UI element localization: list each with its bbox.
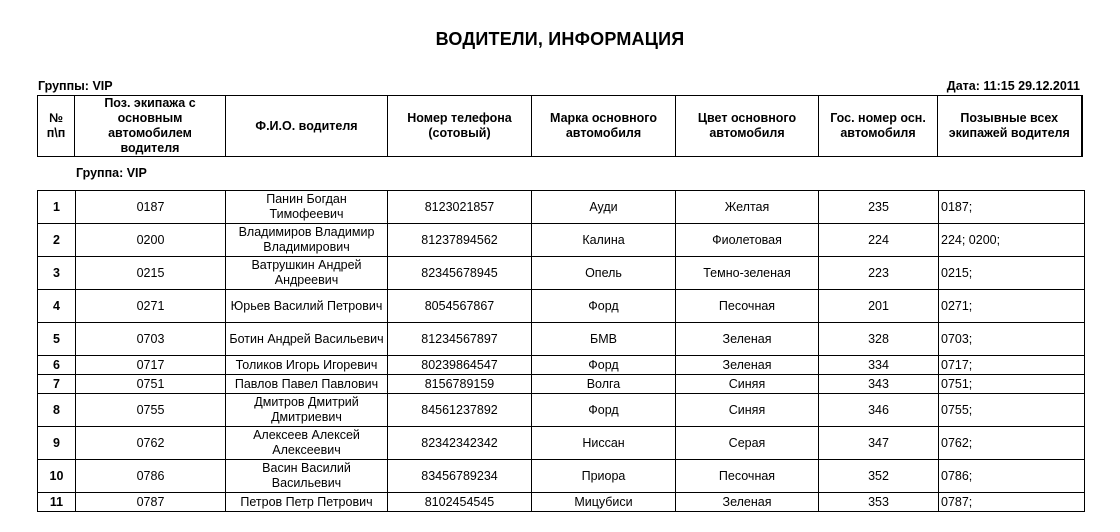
driver-name: Дмитров Дмитрий Дмитриевич bbox=[226, 394, 388, 427]
column-header-position: Поз. экипажа с основным автомобилем водителя bbox=[75, 96, 226, 157]
car-brand: Форд bbox=[532, 394, 676, 427]
car-brand: Мицубиси bbox=[532, 493, 676, 512]
callsigns: 0755; bbox=[939, 394, 1085, 427]
car-brand: Калина bbox=[532, 224, 676, 257]
table-row bbox=[38, 323, 1085, 356]
driver-name: Алексеев Алексей Алексеевич bbox=[226, 427, 388, 460]
driver-name: Ватрушкин Андрей Андреевич bbox=[226, 257, 388, 290]
plate-number: 235 bbox=[819, 191, 939, 224]
column-header-car-color: Цвет основного автомобиля bbox=[676, 96, 819, 157]
plate-number: 223 bbox=[819, 257, 939, 290]
table-row bbox=[38, 375, 1085, 394]
crew-position: 0787 bbox=[76, 493, 226, 512]
column-header-callsigns: Позывные всех экипажей водителя bbox=[938, 96, 1082, 157]
groups-label: Группы: VIP bbox=[38, 79, 113, 93]
column-header-phone: Номер телефона (сотовый) bbox=[388, 96, 532, 157]
car-color: Синяя bbox=[676, 375, 819, 394]
callsigns: 0703; bbox=[939, 323, 1085, 356]
callsigns: 0271; bbox=[939, 290, 1085, 323]
table-row bbox=[38, 493, 1085, 512]
group-header: Группа: VIP bbox=[76, 166, 147, 180]
crew-position: 0755 bbox=[76, 394, 226, 427]
callsigns: 0717; bbox=[939, 356, 1085, 375]
driver-name: Петров Петр Петрович bbox=[226, 493, 388, 512]
car-color: Песочная bbox=[676, 460, 819, 493]
table-header bbox=[37, 95, 1083, 157]
report-title: ВОДИТЕЛИ, ИНФОРМАЦИЯ bbox=[435, 29, 685, 49]
table-row bbox=[38, 191, 1085, 224]
row-number: 3 bbox=[38, 257, 76, 290]
phone-number: 83456789234 bbox=[388, 460, 532, 493]
crew-position: 0215 bbox=[76, 257, 226, 290]
crew-position: 0717 bbox=[76, 356, 226, 375]
column-header-plate-number: Гос. номер осн. автомобиля bbox=[819, 96, 938, 157]
crew-position: 0762 bbox=[76, 427, 226, 460]
crew-position: 0187 bbox=[76, 191, 226, 224]
crew-position: 0271 bbox=[76, 290, 226, 323]
car-color: Песочная bbox=[676, 290, 819, 323]
plate-number: 328 bbox=[819, 323, 939, 356]
phone-number: 81234567897 bbox=[388, 323, 532, 356]
car-color: Синяя bbox=[676, 394, 819, 427]
car-brand: Приора bbox=[532, 460, 676, 493]
driver-name: Васин Василий Васильевич bbox=[226, 460, 388, 493]
plate-number: 224 bbox=[819, 224, 939, 257]
column-header-driver-name: Ф.И.О. водителя bbox=[226, 96, 388, 157]
car-brand: Опель bbox=[532, 257, 676, 290]
table-row bbox=[38, 224, 1085, 257]
phone-number: 8156789159 bbox=[388, 375, 532, 394]
phone-number: 82342342342 bbox=[388, 427, 532, 460]
row-number: 6 bbox=[38, 356, 76, 375]
row-number: 11 bbox=[38, 493, 76, 512]
car-brand: Волга bbox=[532, 375, 676, 394]
car-brand: Форд bbox=[532, 290, 676, 323]
table-row bbox=[38, 427, 1085, 460]
driver-name: Панин Богдан Тимофеевич bbox=[226, 191, 388, 224]
car-color: Темно-зеленая bbox=[676, 257, 819, 290]
plate-number: 201 bbox=[819, 290, 939, 323]
row-number: 10 bbox=[38, 460, 76, 493]
car-color: Фиолетовая bbox=[676, 224, 819, 257]
drivers-table bbox=[37, 190, 1085, 512]
phone-number: 81237894562 bbox=[388, 224, 532, 257]
driver-name: Юрьев Василий Петрович bbox=[226, 290, 388, 323]
driver-name: Ботин Андрей Васильевич bbox=[226, 323, 388, 356]
car-brand: Форд bbox=[532, 356, 676, 375]
car-color: Желтая bbox=[676, 191, 819, 224]
table-row bbox=[38, 356, 1085, 375]
plate-number: 334 bbox=[819, 356, 939, 375]
callsigns: 224; 0200; bbox=[939, 224, 1085, 257]
table-row bbox=[38, 460, 1085, 493]
row-number: 5 bbox=[38, 323, 76, 356]
crew-position: 0703 bbox=[76, 323, 226, 356]
plate-number: 343 bbox=[819, 375, 939, 394]
row-number: 4 bbox=[38, 290, 76, 323]
row-number: 7 bbox=[38, 375, 76, 394]
car-brand: Ауди bbox=[532, 191, 676, 224]
callsigns: 0187; bbox=[939, 191, 1085, 224]
row-number: 8 bbox=[38, 394, 76, 427]
crew-position: 0786 bbox=[76, 460, 226, 493]
plate-number: 352 bbox=[819, 460, 939, 493]
driver-name: Павлов Павел Павлович bbox=[226, 375, 388, 394]
driver-name: Владимиров Владимир Владимирович bbox=[226, 224, 388, 257]
car-brand: Ниссан bbox=[532, 427, 676, 460]
table-row bbox=[38, 257, 1085, 290]
callsigns: 0762; bbox=[939, 427, 1085, 460]
phone-number: 8123021857 bbox=[388, 191, 532, 224]
plate-number: 347 bbox=[819, 427, 939, 460]
crew-position: 0200 bbox=[76, 224, 226, 257]
phone-number: 84561237892 bbox=[388, 394, 532, 427]
plate-number: 353 bbox=[819, 493, 939, 512]
car-color: Зеленая bbox=[676, 493, 819, 512]
callsigns: 0215; bbox=[939, 257, 1085, 290]
car-brand: БМВ bbox=[532, 323, 676, 356]
phone-number: 82345678945 bbox=[388, 257, 532, 290]
driver-name: Толиков Игорь Игоревич bbox=[226, 356, 388, 375]
table-row bbox=[38, 290, 1085, 323]
callsigns: 0751; bbox=[939, 375, 1085, 394]
table-row bbox=[38, 394, 1085, 427]
row-number: 2 bbox=[38, 224, 76, 257]
phone-number: 80239864547 bbox=[388, 356, 532, 375]
callsigns: 0787; bbox=[939, 493, 1085, 512]
phone-number: 8102454545 bbox=[388, 493, 532, 512]
column-header-car-brand: Марка основного автомобиля bbox=[532, 96, 676, 157]
car-color: Зеленая bbox=[676, 356, 819, 375]
phone-number: 8054567867 bbox=[388, 290, 532, 323]
date-label: Дата: 11:15 29.12.2011 bbox=[946, 79, 1080, 93]
car-color: Серая bbox=[676, 427, 819, 460]
row-number: 1 bbox=[38, 191, 76, 224]
row-number: 9 bbox=[38, 427, 76, 460]
plate-number: 346 bbox=[819, 394, 939, 427]
column-header-number: № п\п bbox=[38, 96, 75, 157]
callsigns: 0786; bbox=[939, 460, 1085, 493]
car-color: Зеленая bbox=[676, 323, 819, 356]
crew-position: 0751 bbox=[76, 375, 226, 394]
